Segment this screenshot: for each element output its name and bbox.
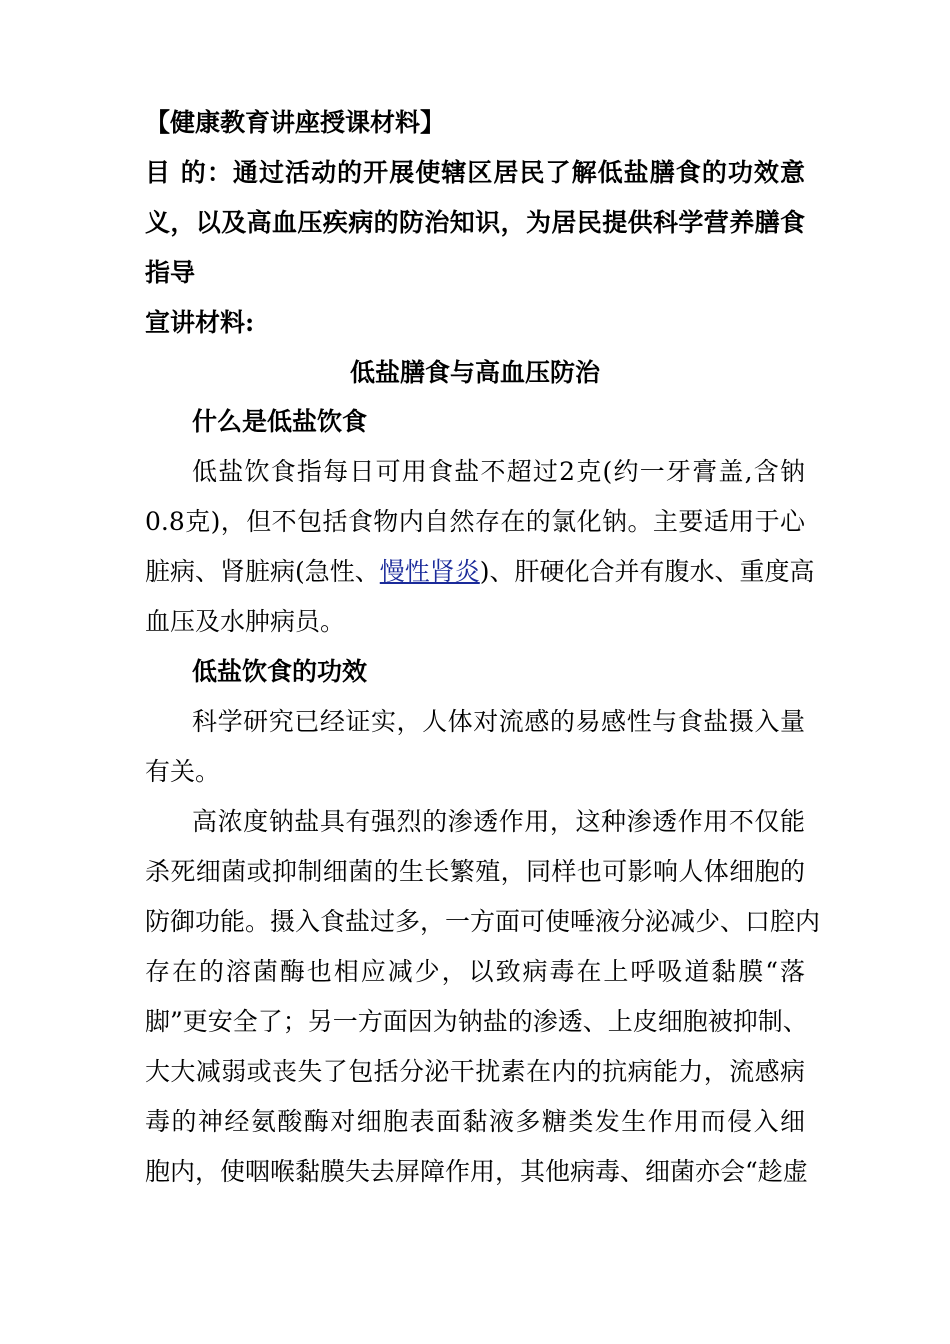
- purpose-line-2: 义，以及高血压疾病的防治知识，为居民提供科学营养膳食: [145, 208, 805, 237]
- section1-line-3-part-a: 脏病、肾脏病(急性、: [145, 557, 380, 586]
- material-label: 宣讲材料:: [145, 308, 255, 337]
- chronic-nephritis-link[interactable]: 慢性肾炎: [379, 557, 480, 586]
- section1-line-3: [145, 555, 815, 589]
- section2-p2-line-4: 存在的溶菌酶也相应减少，以致病毒在上呼吸道黏膜“落: [145, 957, 805, 986]
- section2-p2-line-2: 杀死细菌或抑制细菌的生长繁殖，同样也可影响人体细胞的: [145, 857, 805, 886]
- section1-line-2: 0.8克)，但不包括食物内自然存在的氯化钠。主要适用于心: [145, 507, 805, 536]
- section2-p2-line-7: 毒的神经氨酸酶对细胞表面黏液多糖类发生作用而侵入细: [145, 1107, 805, 1136]
- section-heading-what-is: 什么是低盐饮食: [192, 407, 368, 436]
- section1-line-3-part-b: )、肝硬化合并有腹水、重度高: [479, 557, 815, 586]
- section2-p2-line-1: 高浓度钠盐具有强烈的渗透作用，这种渗透作用不仅能: [192, 807, 805, 836]
- purpose-line-1: 目 的：通过活动的开展使辖区居民了解低盐膳食的功效意: [145, 158, 805, 187]
- document-header: 【健康教育讲座授课材料】: [145, 108, 446, 137]
- section2-p1-line-1: 科学研究已经证实，人体对流感的易感性与食盐摄入量: [192, 707, 805, 736]
- section2-p2-line-5: 脚”更安全了；另一方面因为钠盐的渗透、上皮细胞被抑制、: [145, 1007, 808, 1036]
- section2-p1-line-2: 有关。: [145, 757, 221, 786]
- document-title: 低盐膳食与高血压防治: [349, 358, 600, 387]
- section1-line-1: 低盐饮食指每日可用食盐不超过2克(约一牙膏盖,含钠: [192, 457, 805, 486]
- purpose-line-3: 指导: [145, 258, 196, 287]
- section2-p2-line-3: 防御功能。摄入食盐过多，一方面可使唾液分泌减少、口腔内: [145, 907, 821, 936]
- section1-line-4: 血压及水肿病员。: [145, 607, 346, 636]
- section2-p2-line-8: 胞内，使咽喉黏膜失去屏障作用，其他病毒、细菌亦会“趁虚: [145, 1157, 808, 1186]
- section2-p2-line-6: 大大减弱或丧失了包括分泌干扰素在内的抗病能力，流感病: [145, 1057, 805, 1086]
- section-heading-effects: 低盐饮食的功效: [192, 657, 368, 686]
